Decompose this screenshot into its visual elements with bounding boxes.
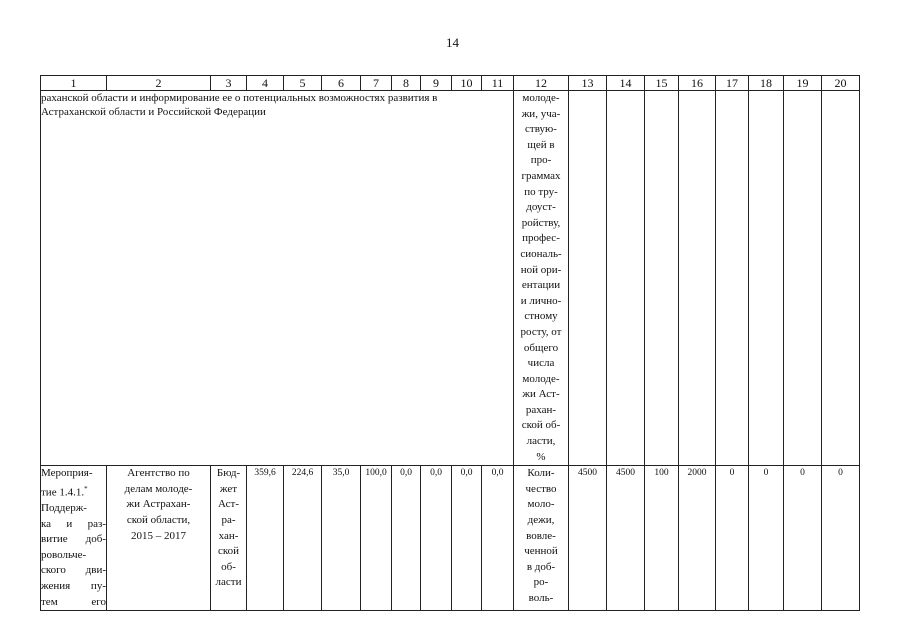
indicator-line: в доб-	[526, 560, 556, 573]
empty-cell	[784, 91, 822, 466]
empty-cell	[679, 91, 716, 466]
indicator-line: Коли-	[527, 467, 555, 480]
funding-source-cell	[211, 466, 247, 611]
indicator-line: граммах	[521, 169, 561, 182]
col-header: 8	[392, 76, 421, 91]
table-row	[41, 466, 860, 611]
indicator-line: доуст-	[526, 201, 556, 214]
indicator-line: общего	[523, 341, 559, 354]
funding-line: Аст-	[217, 498, 240, 511]
empty-cell	[569, 91, 607, 466]
value-cell: 0,0	[421, 466, 452, 611]
target-cell: 4500	[569, 466, 607, 611]
indicator-line: про-	[530, 154, 552, 167]
indicator-line: ро-	[533, 576, 549, 589]
empty-cell	[716, 91, 749, 466]
funding-line: Бюд-	[216, 467, 241, 480]
indicator-line: молоде-	[522, 372, 560, 385]
col-header: 3	[211, 76, 247, 91]
executor-line: ской области,	[126, 514, 191, 527]
indicator-line: сиональ-	[520, 247, 562, 260]
indicator-line: воль-	[528, 592, 554, 604]
indicator-line: дежи,	[527, 514, 555, 527]
indicator-line: ченной	[524, 545, 558, 558]
table-row	[41, 91, 860, 466]
col-header: 16	[679, 76, 716, 91]
indicator-line: жи Аст-	[522, 388, 560, 401]
col-header: 5	[284, 76, 322, 91]
indicator-line: жи, уча-	[521, 107, 561, 120]
target-cell: 2000	[679, 466, 716, 611]
executor-line: 2015 – 2017	[131, 529, 186, 542]
col-header: 6	[322, 76, 361, 91]
indicator-line: моло-	[527, 498, 555, 511]
target-cell: 0	[822, 466, 860, 611]
target-cell: 0	[749, 466, 784, 611]
indicator-line: ствую-	[525, 123, 557, 136]
measure-line: ского дви-	[41, 564, 106, 577]
indicator-line: ентации	[521, 279, 561, 292]
executor-cell	[107, 466, 211, 611]
value-cell: 224,6	[284, 466, 322, 611]
col-header: 15	[645, 76, 679, 91]
col-header: 18	[749, 76, 784, 91]
footnote-mark: *	[84, 484, 88, 493]
funding-line: ской	[217, 545, 240, 558]
funding-line: ласти	[215, 576, 242, 589]
measure-line: витие доб-	[41, 533, 106, 546]
col-header: 11	[482, 76, 514, 91]
col-header: 9	[421, 76, 452, 91]
indicator-line: рахан-	[525, 403, 557, 416]
description-line: раханской области и информирование ее о потенциальных возможностях развития в	[41, 92, 438, 104]
funding-line: жет	[219, 482, 238, 495]
value-cell: 35,0	[322, 466, 361, 611]
executor-line: жи Астрахан-	[126, 498, 191, 511]
col-header: 10	[452, 76, 482, 91]
measure-line: жения пу-	[41, 580, 106, 593]
funding-line: ра-	[221, 514, 236, 527]
col-header: 13	[569, 76, 607, 91]
measure-line-text: тие 1.4.1.	[41, 486, 85, 499]
executor-line: Агентство по	[127, 467, 190, 480]
measure-line: Мероприя-	[41, 467, 93, 480]
indicator-line: чество	[525, 482, 557, 495]
value-cell: 0,0	[392, 466, 421, 611]
col-header: 7	[361, 76, 392, 91]
target-cell: 0	[784, 466, 822, 611]
col-header: 12	[514, 76, 569, 91]
indicator-line: профес-	[522, 232, 560, 245]
measure-line	[41, 482, 106, 501]
empty-cell	[645, 91, 679, 466]
indicator-line: по тру-	[524, 185, 558, 198]
empty-cell	[822, 91, 860, 466]
indicator-line: стному	[524, 310, 558, 323]
measure-name-cell	[41, 466, 107, 611]
task-description-cell	[41, 91, 514, 466]
indicator-line: вовле-	[526, 529, 556, 542]
col-header: 17	[716, 76, 749, 91]
col-header: 20	[822, 76, 860, 91]
col-header: 14	[607, 76, 645, 91]
program-table	[40, 75, 860, 611]
funding-line: хан-	[218, 529, 239, 542]
target-cell: 100	[645, 466, 679, 611]
indicator-line: ной ори-	[520, 263, 562, 276]
indicator-line: ройству,	[521, 216, 561, 229]
col-header: 4	[247, 76, 284, 91]
value-cell: 0,0	[452, 466, 482, 611]
indicator-line: и лично-	[520, 294, 562, 307]
indicator-line: молоде-	[522, 92, 560, 104]
value-cell: 100,0	[361, 466, 392, 611]
measure-line: тем его	[41, 595, 106, 608]
page-number: 14	[446, 35, 459, 50]
value-cell: 359,6	[247, 466, 284, 611]
value-cell: 0,0	[482, 466, 514, 611]
column-number-row	[41, 76, 860, 91]
target-cell: 0	[716, 466, 749, 611]
indicator-cell	[514, 91, 569, 466]
executor-line: делам молоде-	[124, 482, 193, 495]
measure-line: ка и раз-	[41, 517, 106, 530]
indicator-cell	[514, 466, 569, 611]
measure-line: ровольче-	[41, 548, 87, 561]
col-header: 19	[784, 76, 822, 91]
description-line: Астраханской области и Российской Федерации	[41, 106, 266, 118]
empty-cell	[607, 91, 645, 466]
empty-cell	[749, 91, 784, 466]
col-header: 2	[107, 76, 211, 91]
indicator-line: числа	[527, 357, 555, 370]
indicator-line: росту, от	[520, 325, 562, 338]
measure-line: Поддерж-	[41, 502, 87, 515]
col-header: 1	[41, 76, 107, 91]
funding-line: об-	[221, 560, 236, 573]
indicator-line: ской об-	[521, 419, 561, 432]
indicator-line: ласти,	[526, 435, 556, 448]
target-cell: 4500	[607, 466, 645, 611]
indicator-line: %	[536, 450, 546, 463]
indicator-line: щей в	[527, 138, 555, 151]
